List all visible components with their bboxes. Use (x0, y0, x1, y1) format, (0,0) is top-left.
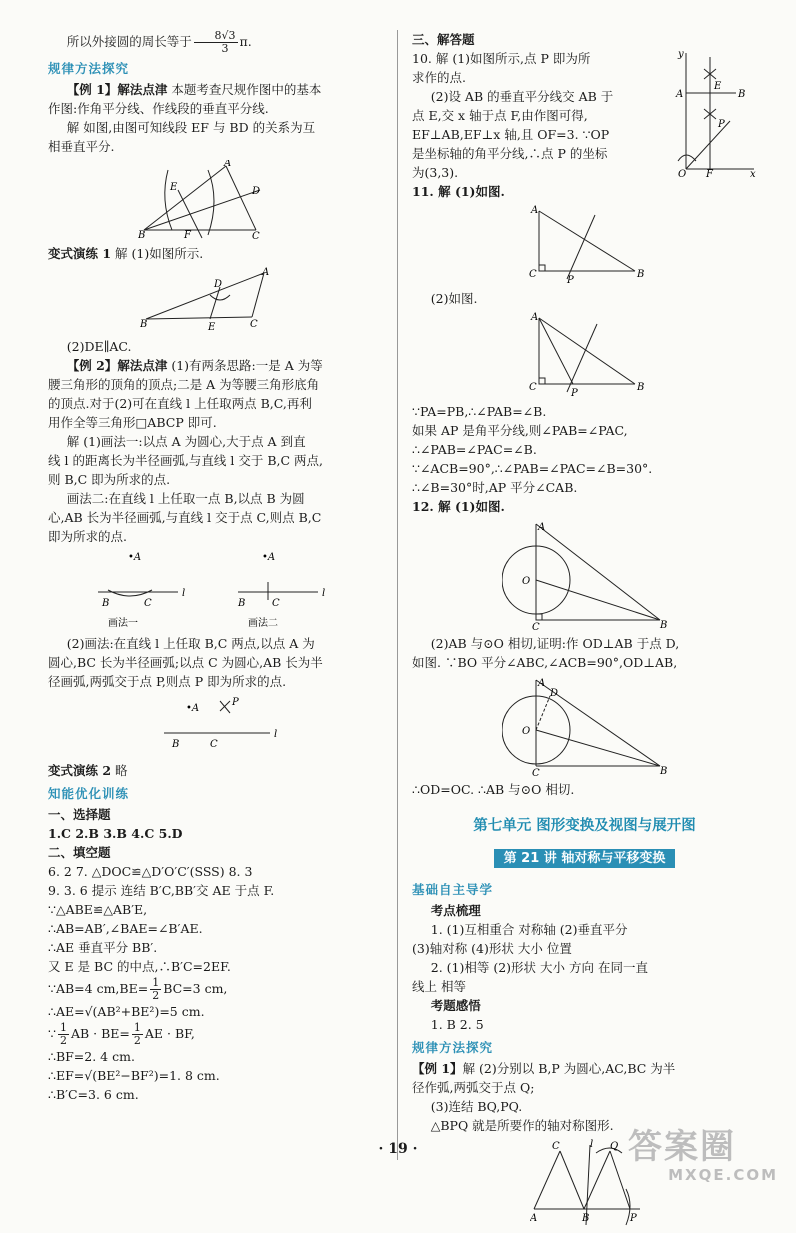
fig-label: A (531, 205, 539, 216)
fig-label: B (582, 1213, 590, 1224)
text-line: ∴EF=√(BE²−BF²)=1. 8 cm. (48, 1068, 220, 1083)
example-1-line: 【例 1】解法点津 本题考查尺规作图中的基本 (66, 82, 322, 97)
subheading: 考题感悟 (430, 998, 481, 1013)
figure-circle-2 (502, 676, 757, 776)
text-line: ∴AB=AB′,∠BAE=∠B′AE. (48, 921, 203, 936)
text-line: (2)如图. (430, 291, 478, 306)
example-1-line: 【例 1】解 (2)分别以 B,P 为圆心,AC,BC 为半 (412, 1061, 676, 1076)
text-line: 又 E 是 BC 的中点,∴B′C=2EF. (48, 959, 231, 974)
subheading: 二、填空题 (48, 845, 111, 860)
fig-label: B (102, 598, 110, 609)
fig-label: P (232, 697, 239, 708)
text-line: 即为所求的点. (48, 529, 127, 544)
figure-right-triangle-1 (527, 205, 757, 285)
fig-label: P (630, 1213, 637, 1224)
text-line: (2)DE∥AC. (66, 339, 132, 354)
text-line: 的顶点.对于(2)可在直线 l 上任取两点 B,C,再利 (48, 396, 312, 411)
q10-block (412, 49, 757, 182)
text-line: ∴AE 垂直平分 BB′. (48, 940, 158, 955)
fig-label: P (571, 388, 578, 398)
answers-fill: 6. 2 7. △DOC≌△D′O′C′(SSS) 8. 3 (48, 864, 253, 879)
fig-label: •A (128, 552, 142, 563)
section-heading: 规律方法探究 (412, 1040, 494, 1055)
line-circumference: 所以外接圆的周长等于 $\frac{8√3}{3}$ π. (66, 29, 252, 55)
fig-label: B (660, 766, 668, 776)
fig-label: C (529, 269, 537, 280)
fig-label: B (660, 620, 668, 630)
fig-label: l (590, 1139, 594, 1150)
fig-label: B (172, 739, 180, 750)
fig-label: D (214, 279, 223, 290)
text-line: 线上 相等 (412, 979, 466, 994)
fig-label: E (170, 182, 178, 193)
text-line: 圆心,BC 长为半径画弧;以点 C 为圆心,AB 长为半 (48, 655, 323, 670)
text-line: 用作全等三角形□ABCP 即可. (48, 415, 217, 430)
text-line: ∵AB=4 cm,BE= $\frac{1}{2}$ BC=3 cm, (48, 976, 228, 1002)
fig-label: E (714, 81, 722, 92)
text-line: ∴AE=√(AB²+BE²)=5 cm. (48, 1004, 205, 1019)
fig-label: y (678, 49, 684, 60)
fig-label: l (182, 588, 186, 599)
text-line: 作图:作角平分线、作线段的垂直平分线. (48, 101, 269, 116)
fig-label: A (538, 678, 546, 689)
fig-label: P (567, 275, 574, 285)
text-line: (2)画法:在直线 l 上任取 B,C 两点,以点 A 为 (66, 636, 315, 651)
example-2-line: 【例 2】解法点津 (1)有两条思路:一是 A 为等 (66, 358, 323, 373)
section-heading: 知能优化训练 (48, 786, 130, 801)
variation-2: 变式演练 2 略 (48, 763, 128, 778)
fig-label: E (208, 322, 216, 333)
text-line: 则 B,C 即为所求的点. (48, 472, 171, 487)
fig-label: F (706, 169, 713, 177)
fig-label: B (238, 598, 246, 609)
question-11: 11. 解 (1)如图. (412, 184, 505, 199)
figure-two-methods (88, 550, 383, 630)
fig-label: A (531, 312, 539, 323)
text-line: (2)AB 与⊙O 相切,证明:作 OD⊥AB 于点 D, (430, 636, 680, 651)
text-line: 解 如图,由图可知线段 EF 与 BD 的关系为互 (66, 120, 316, 135)
text-line: ∴∠PAB=∠PAC=∠B. (412, 442, 537, 457)
text-line: 是坐标轴的角平分线,∴点 P 的坐标 (412, 146, 608, 161)
text-line: 1. B 2. 5 (430, 1017, 484, 1032)
fig-label: B (637, 269, 645, 280)
fig-label: C (529, 382, 537, 393)
text-line: 10. 解 (1)如图所示,点 P 即为所 (412, 51, 591, 66)
fig-label: C (210, 739, 218, 750)
text-line: ∴BF=2. 4 cm. (48, 1049, 135, 1064)
fig-label: F (184, 230, 191, 240)
fig-label: A (224, 160, 232, 169)
fig-label: O (522, 576, 531, 587)
text-line: (3)轴对称 (4)形状 大小 位置 (412, 941, 572, 956)
fig-caption: 画法二 (248, 618, 278, 629)
section-heading: 规律方法探究 (48, 61, 130, 76)
section-heading: 基础自主导学 (412, 882, 494, 897)
text-line: ∴B′C=3. 6 cm. (48, 1087, 139, 1102)
text-line: 2. (1)相等 (2)形状 大小 方向 在同一直 (430, 960, 648, 975)
right-column (412, 30, 757, 1233)
subheading: 三、解答题 (412, 32, 475, 47)
fig-label: •A (262, 552, 276, 563)
fig-label: •A (186, 703, 200, 714)
fig-label: A (538, 522, 546, 533)
text-line: 腰三角形的顶角的顶点;二是 A 为等腰三角形底角 (48, 377, 320, 392)
column-divider (397, 30, 398, 1160)
text-line: 如果 AP 是角平分线,则∠PAB=∠PAC, (412, 423, 628, 438)
fig-label: B (140, 319, 148, 330)
text-line: 径画弧,两弧交于点 P,则点 P 即为所求的点. (48, 674, 287, 689)
fig-label: D (252, 186, 261, 197)
fig-label: B (637, 382, 645, 393)
answers-choice: 1.C 2.B 3.B 4.C 5.D (48, 826, 183, 841)
fig-label: A (262, 267, 270, 278)
figure-right-triangle-2 (527, 312, 757, 398)
fig-label: A (530, 1213, 538, 1224)
text-line: 心,AB 长为半径画弧,与直线 l 交于点 C,则点 B,C (48, 510, 322, 525)
text-line: (2)设 AB 的垂直平分线交 AB 于 (430, 89, 614, 104)
subheading: 一、选择题 (48, 807, 111, 822)
fig-caption: 画法一 (108, 618, 138, 629)
text-line: 点 E,交 x 轴于点 F,由作图可得, (412, 108, 588, 123)
figure-point-p (158, 695, 383, 757)
fig-label: C (532, 622, 540, 630)
text-line: ∵∠ACB=90°,∴∠PAB=∠PAC=∠B=30°. (412, 461, 653, 476)
figure-coordinate (674, 49, 758, 182)
text-line: △BPQ 就是所要作的轴对称图形. (430, 1118, 614, 1133)
text-line: 求作的点. (412, 70, 466, 85)
fig-label: O (522, 726, 531, 737)
fig-label: C (252, 231, 260, 240)
text-line: 相垂直平分. (48, 139, 115, 154)
text-line: 径作弧,两弧交于点 Q; (412, 1080, 535, 1095)
text-line: ∵ $\frac{1}{2}$ AB · BE= $\frac{1}{2}$ AE · BF, (48, 1021, 195, 1047)
text-line: 为(3,3). (412, 165, 459, 180)
text-line: ∵△ABE≌△AB′E, (48, 902, 148, 917)
fig-label: B (738, 89, 746, 100)
fig-label: O (678, 169, 687, 177)
fig-label: B (138, 230, 146, 240)
fig-label: P (718, 119, 725, 130)
lesson-title: 第 21 讲 轴对称与平移变换 (412, 848, 757, 868)
text-line: 线 l 的距离长为半径画弧,与直线 l 交于 B,C 两点, (48, 453, 324, 468)
fig-label: D (550, 688, 559, 699)
figure-triangle-de (140, 267, 383, 333)
figure-circle-1 (502, 520, 757, 630)
fig-label: C (532, 768, 540, 776)
fig-label: C (144, 598, 152, 609)
left-column (48, 30, 383, 1104)
text-line: ∵PA=PB,∴∠PAB=∠B. (412, 404, 547, 419)
subheading: 考点梳理 (430, 903, 481, 918)
fig-label: Q (610, 1141, 619, 1152)
fig-label: A (676, 89, 684, 100)
fig-label: C (552, 1141, 560, 1152)
text-line: EF⊥AB,EF⊥x 轴,且 OF=3. ∵OP (412, 127, 610, 142)
fig-label: x (750, 169, 756, 177)
page-number: · 19 · (378, 1141, 418, 1157)
fig-label: l (322, 588, 326, 599)
figure-triangle-bisector (138, 160, 383, 240)
text-line: ∴OD=OC. ∴AB 与⊙O 相切. (412, 782, 575, 797)
watermark-logo (628, 1128, 778, 1188)
fraction: $\frac{8√3}{3}$ (194, 30, 238, 55)
text-line: 1. (1)互相重合 对称轴 (2)垂直平分 (430, 922, 628, 937)
variation-1: 变式演练 1 解 (1)如图所示. (48, 246, 204, 261)
fig-label: C (272, 598, 280, 609)
text-line: ∴∠B=30°时,AP 平分∠CAB. (412, 480, 578, 495)
text-line: 画法二:在直线 l 上任取一点 B,以点 B 为圆 (66, 491, 305, 506)
text-line: (3)连结 BQ,PQ. (430, 1099, 523, 1114)
text-line: 如图. ∵BO 平分∠ABC,∠ACB=90°,OD⊥AB, (412, 655, 678, 670)
fig-label: l (274, 729, 278, 740)
fig-label: C (250, 319, 258, 330)
question-12: 12. 解 (1)如图. (412, 499, 505, 514)
text-line: 解 (1)画法一:以点 A 为圆心,大于点 A 到直 (66, 434, 306, 449)
answers-fill: 9. 3. 6 提示 连结 B′C,BB′交 AE 于点 F. (48, 883, 275, 898)
watermark-url: MXQE.COM (668, 1166, 778, 1184)
unit-title: 第七单元 图形变换及视图与展开图 (473, 818, 696, 834)
watermark-text: 答案圈 (628, 1127, 736, 1167)
